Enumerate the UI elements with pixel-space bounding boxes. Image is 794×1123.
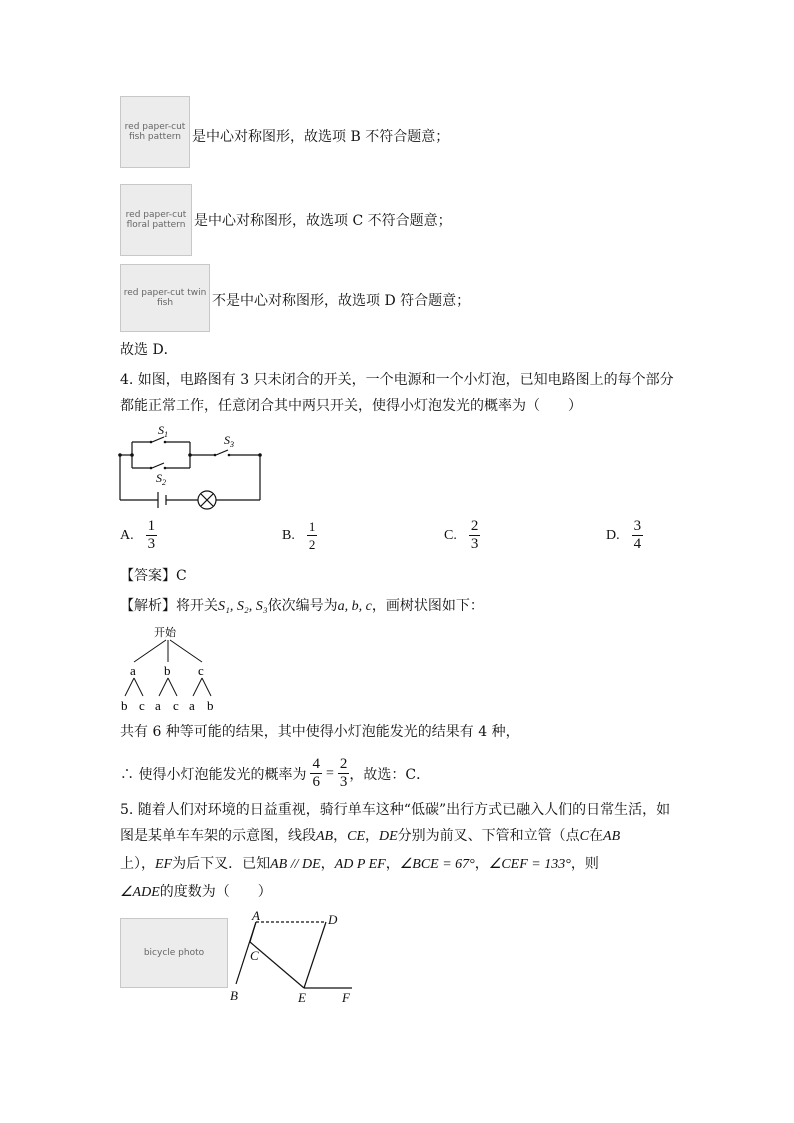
tree-leaf: c: [173, 698, 179, 713]
option-b-label: B.: [282, 527, 295, 543]
equals-sign: =: [325, 765, 334, 781]
option-d[interactable]: [606, 518, 643, 553]
paper-cut-floral-image: red paper-cut floral pattern: [120, 184, 192, 256]
switch-s2-label: $S_2$: [156, 471, 166, 487]
tree-leaf: c: [139, 698, 145, 713]
option-b-fraction: $\frac{1}{2}$: [308, 519, 316, 552]
option-d-label: D.: [606, 527, 620, 543]
tree-node: b: [164, 663, 171, 678]
result-line: 共有 6 种等可能的结果，其中使得小灯泡能发光的结果有 4 种，: [120, 724, 520, 740]
tree-root: 开始: [154, 626, 176, 639]
label-list: a, b, c: [337, 599, 372, 614]
option-c-explanation: 是中心对称图形，故选项 C 不符合题意；: [194, 213, 452, 229]
bike-frame-diagram: [226, 908, 360, 1008]
bicycle-photo: bicycle photo: [120, 918, 228, 988]
option-d-fraction: $\frac{3}{4}$: [633, 518, 642, 552]
fraction-4-6: $\frac{4}{6}$: [312, 756, 320, 790]
tree-leaf: a: [155, 698, 161, 713]
question-5-line-2: 图是某单车车架的示意图，线段AB，CE，DE分别为前叉、下管和立管（点C在AB: [120, 828, 621, 844]
switch-s1-label: $S_1$: [158, 423, 168, 439]
option-b-explanation: 是中心对称图形，故选项 B 不符合题意；: [192, 129, 450, 145]
option-c-fraction: $\frac{2}{3}$: [470, 518, 479, 552]
option-c-label: C.: [444, 527, 457, 543]
tree-leaf: b: [121, 698, 128, 713]
point-d-label: D: [328, 912, 338, 927]
paper-cut-fish-image: red paper-cut fish pattern: [120, 96, 190, 168]
tree-leaf: a: [189, 698, 195, 713]
conclusion-text: 故选 D．: [120, 342, 178, 358]
point-b-label: B: [230, 988, 238, 1003]
option-b[interactable]: [282, 518, 317, 553]
tree-leaf: b: [207, 698, 214, 713]
question-5-line-4: ∠ADE的度数为（ ）: [120, 884, 272, 900]
question-5-line-3: 上），EF为后下叉．已知AB // DE，AD P EF，∠BCE = 67°，∠CEF = 133°，则: [120, 856, 599, 872]
option-c[interactable]: [444, 518, 480, 553]
point-f-label: F: [342, 990, 350, 1005]
switch-s3-label: $S_3$: [224, 433, 234, 449]
analysis-line: 【解析】将开关S₁, S₂, S₃依次编号为a, b, c，画树状图如下：: [120, 598, 484, 614]
answer-text: 【答案】C: [120, 568, 187, 584]
question-5-line-1: 5. 随着人们对环境的日益重视，骑行单车这种“低碳”出行方式已融入人们的日常生活，如: [120, 802, 671, 818]
switch-list: S₁, S₂, S₃: [218, 599, 268, 614]
circuit-diagram: [110, 422, 270, 510]
probability-tree: [118, 624, 228, 714]
tree-node: c: [198, 663, 204, 678]
point-a-label: A: [252, 908, 260, 923]
option-a[interactable]: [120, 518, 157, 553]
option-a-label: A.: [120, 527, 134, 543]
tree-node: a: [130, 663, 136, 678]
point-c-label: C: [250, 948, 259, 963]
point-e-label: E: [298, 990, 306, 1005]
option-a-fraction: $\frac{1}{3}$: [147, 518, 156, 552]
paper-cut-twin-fish-image: red paper-cut twin fish: [120, 264, 210, 332]
probability-line: ∴ 使得小灯泡能发光的概率为 $\frac{4}{6}$ = $\frac{2}{3}$ ，故选：C．: [120, 756, 431, 790]
option-d-explanation: 不是中心对称图形，故选项 D 符合题意；: [212, 293, 471, 309]
question-4-line-1: 4. 如图，电路图有 3 只未闭合的开关，一个电源和一个小灯泡，已知电路图上的每个部分: [120, 372, 674, 388]
question-4-line-2: 都能正常工作，任意闭合其中两只开关，使得小灯泡发光的概率为（ ）: [120, 398, 582, 414]
fraction-2-3: $\frac{2}{3}$: [339, 756, 348, 790]
